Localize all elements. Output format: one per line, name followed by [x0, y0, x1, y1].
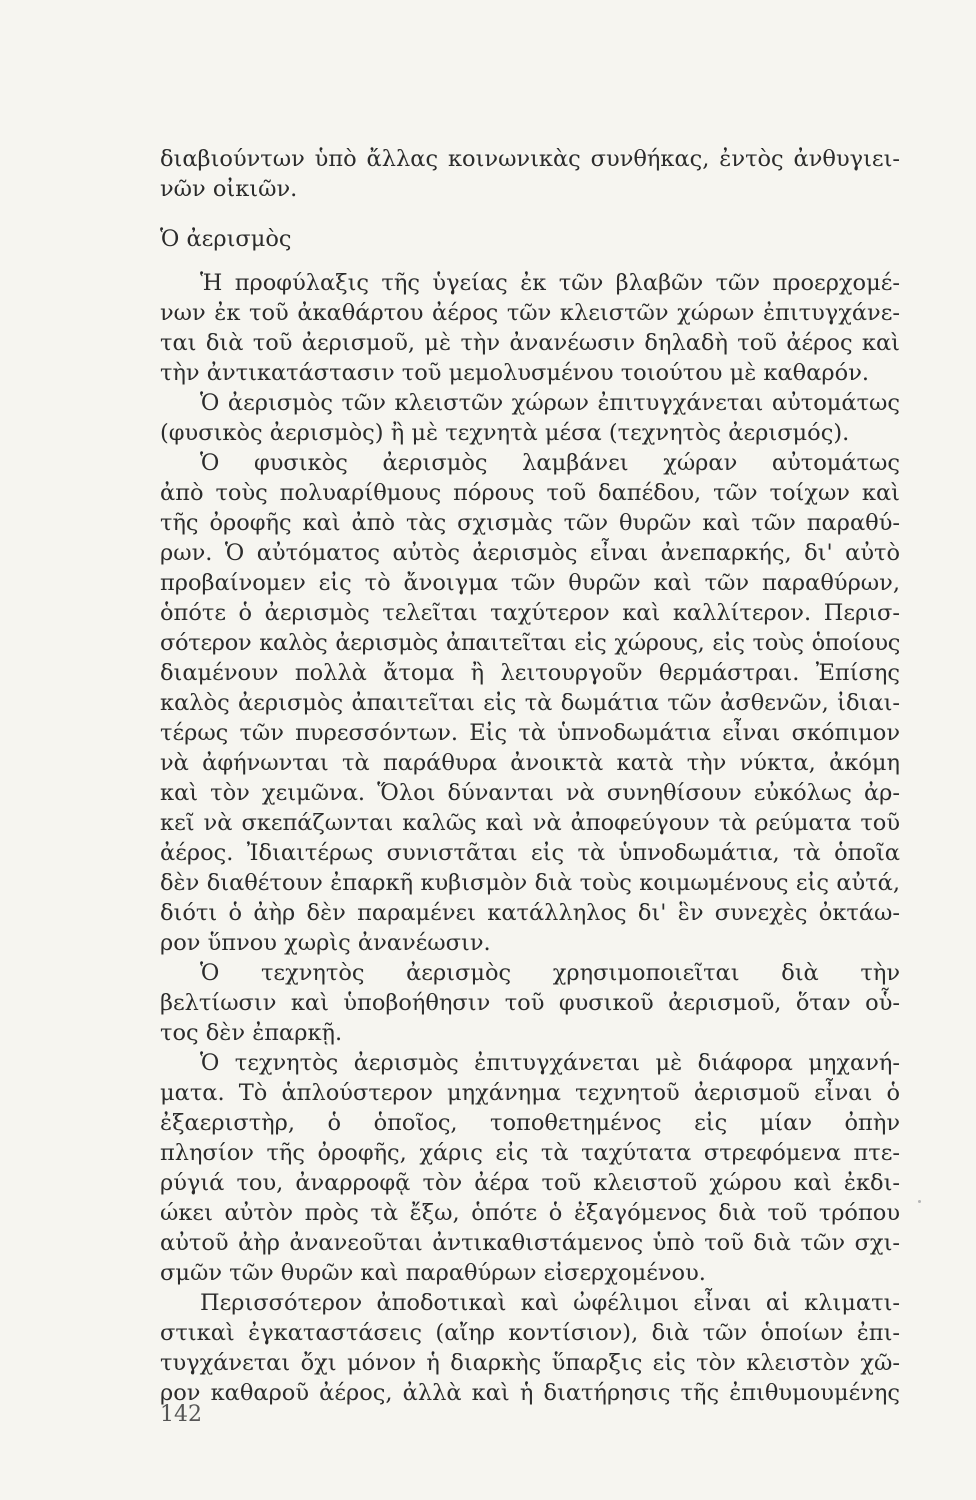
text-line: αὐτοῦ ἀὴρ ἀνανεοῦται ἀντικαθιστάμενος ὑπὸ τοῦ διὰ τῶν σχι-: [160, 1230, 900, 1256]
text-line: καὶ τὸν χειμῶνα. Ὅλοι δύνανται νὰ συνηθίσουν εὐκόλως ἀρ-: [160, 780, 900, 806]
page-number: 142: [160, 1402, 202, 1427]
text-line: σότερον καλὸς ἀερισμὸς ἀπαιτεῖται εἰς χώρους, εἰς τοὺς ὁποίους: [160, 630, 900, 656]
text-line: νῶν οἰκιῶν.: [160, 176, 298, 202]
print-speck: [918, 1200, 921, 1203]
text-line: Ὁ φυσικὸς ἀερισμὸς λαμβάνει χώραν αὐτομάτως: [200, 450, 900, 476]
text-line: ρον καθαροῦ ἀέρος, ἀλλὰ καὶ ἡ διατήρησις τῆς ἐπιθυμουμένης: [160, 1380, 900, 1406]
text-line: σμῶν τῶν θυρῶν καὶ παραθύρων εἰσερχομένου.: [160, 1260, 706, 1286]
text-line: (φυσικὸς ἀερισμὸς) ἢ μὲ τεχνητὰ μέσα (τεχνητὸς ἀερισμός).: [160, 420, 850, 446]
text-line: στικαὶ ἐγκαταστάσεις (αἴηρ κοντίσιον), διὰ τῶν ὁποίων ἐπι-: [160, 1320, 900, 1346]
text-line: βελτίωσιν καὶ ὑποβοήθησιν τοῦ φυσικοῦ ἀερισμοῦ, ὅταν οὗ-: [160, 990, 900, 1016]
text-line: δὲν διαθέτουν ἐπαρκῆ κυβισμὸν διὰ τοὺς κοιμωμένους εἰς αὐτά,: [160, 870, 900, 896]
text-line: Ὁ ἀερισμὸς τῶν κλειστῶν χώρων ἐπιτυγχάνεται αὐτομάτως: [200, 390, 900, 416]
text-line: διαμένουν πολλὰ ἄτομα ἢ λειτουργοῦν θερμάστραι. Ἐπίσης: [160, 660, 900, 686]
text-line: Περισσότερον ἀποδοτικαὶ καὶ ὠφέλιμοι εἶναι αἱ κλιματι-: [200, 1290, 900, 1316]
text-line: ται διὰ τοῦ ἀερισμοῦ, μὲ τὴν ἀνανέωσιν δηλαδὴ τοῦ ἀέρος καὶ: [160, 330, 900, 356]
text-line: προβαίνομεν εἰς τὸ ἄνοιγμα τῶν θυρῶν καὶ τῶν παραθύρων,: [160, 570, 900, 596]
text-line: ἀέρος. Ἰδιαιτέρως συνιστᾶται εἰς τὰ ὑπνοδωμάτια, τὰ ὁποῖα: [160, 840, 900, 866]
text-line: Ὁ τεχνητὸς ἀερισμὸς ἐπιτυγχάνεται μὲ διάφορα μηχανή-: [200, 1050, 900, 1076]
text-line: τυγχάνεται ὄχι μόνον ἡ διαρκὴς ὕπαρξις εἰς τὸν κλειστὸν χῶ-: [160, 1350, 900, 1376]
text-line: τέρως τῶν πυρεσσόντων. Εἰς τὰ ὑπνοδωμάτια εἶναι σκόπιμον: [160, 720, 900, 746]
text-line: τῆς ὀροφῆς καὶ ἀπὸ τὰς σχισμὰς τῶν θυρῶν καὶ τῶν παραθύ-: [160, 510, 900, 536]
text-line: πλησίον τῆς ὀροφῆς, χάρις εἰς τὰ ταχύτατα στρεφόμενα πτε-: [160, 1140, 900, 1166]
text-line: νων ἐκ τοῦ ἀκαθάρτου ἀέρος τῶν κλειστῶν χώρων ἐπιτυγχάνε-: [160, 300, 900, 326]
text-line: καλὸς ἀερισμὸς ἀπαιτεῖται εἰς τὰ δωμάτια τῶν ἀσθενῶν, ἰδιαι-: [160, 690, 900, 716]
text-line: ρων. Ὁ αὐτόματος αὐτὸς ἀερισμὸς εἶναι ἀνεπαρκής, δι' αὐτὸ: [160, 540, 900, 566]
text-line: ρον ὕπνου χωρὶς ἀνανέωσιν.: [160, 930, 491, 956]
text-line: διαβιούντων ὑπὸ ἄλλας κοινωνικὰς συνθήκας, ἐντὸς ἀνθυγιει-: [160, 146, 900, 172]
text-line: ώκει αὐτὸν πρὸς τὰ ἔξω, ὁπότε ὁ ἐξαγόμενος διὰ τοῦ τρόπου: [160, 1200, 900, 1226]
text-line: νὰ ἀφήνωνται τὰ παράθυρα ἀνοικτὰ κατὰ τὴν νύκτα, ἀκόμη: [160, 750, 900, 776]
text-line: ἐξαεριστὴρ, ὁ ὁποῖος, τοποθετημένος εἰς μίαν ὀπὴν: [160, 1110, 900, 1136]
text-line: τος δὲν ἐπαρκῇ.: [160, 1020, 343, 1046]
text-line: ἀπὸ τοὺς πολυαρίθμους πόρους τοῦ δαπέδου, τῶν τοίχων καὶ: [160, 480, 900, 506]
text-line: Ἡ προφύλαξις τῆς ὑγείας ἐκ τῶν βλαβῶν τῶν προερχομέ-: [200, 270, 900, 296]
text-line: κεῖ νὰ σκεπάζωνται καλῶς καὶ νὰ ἀποφεύγουν τὰ ρεύματα τοῦ: [160, 810, 900, 836]
text-line: τὴν ἀντικατάστασιν τοῦ μεμολυσμένου τοιούτου μὲ καθαρόν.: [160, 360, 870, 386]
text-line: Ὁ τεχνητὸς ἀερισμὸς χρησιμοποιεῖται διὰ τὴν: [200, 960, 900, 986]
section-heading: Ὁ ἀερισμὸς: [160, 226, 292, 252]
text-line: ματα. Τὸ ἁπλούστερον μηχάνημα τεχνητοῦ ἀερισμοῦ εἶναι ὁ: [160, 1080, 900, 1106]
text-line: ρύγιά του, ἀναρροφᾷ τὸν ἀέρα τοῦ κλειστοῦ χώρου καὶ ἐκδι-: [160, 1170, 900, 1196]
text-line: διότι ὁ ἀὴρ δὲν παραμένει κατάλληλος δι' ἓν συνεχὲς ὀκτάω-: [160, 900, 900, 926]
text-line: ὁπότε ὁ ἀερισμὸς τελεῖται ταχύτερον καὶ καλλίτερον. Περισ-: [160, 600, 900, 626]
